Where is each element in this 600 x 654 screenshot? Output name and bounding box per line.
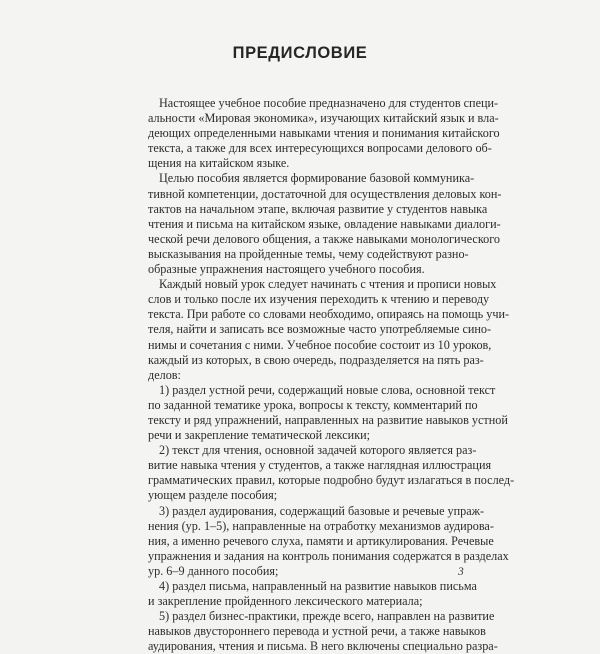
text-line: деющих определенными навыками чтения и понимания китайского [148, 126, 500, 141]
text-line: Целью пособия является формирование базовой коммуника- [159, 171, 475, 186]
text-line: тексту и ряд упражнений, направленных на развитие навыков устной [148, 412, 508, 427]
paragraph [148, 382, 508, 443]
paragraph [148, 443, 515, 503]
text-line: образные упражнения настоящего учебного пособия. [148, 262, 425, 277]
text-line: ческой речи делового общения, а также навыками монологического [148, 231, 501, 246]
text-line: 4) раздел письма, направленный на развитие навыков письма [159, 579, 477, 593]
text-line: чтения и письма на китайском языке, овладение навыками диалоги- [148, 216, 501, 231]
paragraph [148, 96, 500, 171]
page-title: ПРЕДИСЛОВИЕ [232, 44, 368, 62]
text-line: нимы и сочетания с ними. Учебное пособие состоит из 10 уроков, [148, 337, 492, 352]
text-line: 1) раздел устной речи, содержащий новые слова, основной текст [159, 382, 496, 397]
page-number: 3 [458, 566, 464, 578]
text-line: каждый из которых, в свою очередь, подразделяется на пять раз- [148, 352, 484, 367]
text-line: тактов на начальном этапе, включая развитие у студентов навыка [148, 201, 488, 216]
text-line: по заданной тематике урока, вопросы к тексту, комментарий по [148, 397, 478, 412]
text-line: ур. 6–9 данного пособия; [148, 563, 279, 578]
text-line: и закрепление пройденного лексического материала; [148, 594, 423, 609]
text-line: текста, а также для всех интересующихся вопросами делового об- [148, 141, 492, 156]
text-line: слов и только после их изучения переходить к чтению и переводу [148, 292, 490, 307]
text-line: 3) раздел аудирования, содержащий базовые и речевые упраж- [159, 503, 485, 518]
paragraph [148, 503, 509, 579]
text-line: витие навыка чтения у студентов, а также наглядная иллюстрация [148, 458, 492, 473]
text-line: делов: [148, 367, 181, 382]
text-line: речи и закрепление тематической лексики; [148, 428, 371, 443]
document-body [148, 96, 515, 654]
text-line: теля, найти и записать все возможные часто употребляемые сино- [148, 322, 492, 337]
text-line: 2) текст для чтения, основной задачей которого является раз- [159, 443, 477, 458]
text-line: тивной компетенции, достаточной для осуществления деловых кон- [148, 186, 502, 201]
text-line: навыков двустороннего перевода и устной речи, а также навыков [148, 624, 486, 639]
paragraph [148, 277, 510, 383]
text-line: 5) раздел бизнес-практики, прежде всего, направлен на развитие [159, 609, 495, 624]
text-line: Каждый новый урок следует начинать с чтения и прописи новых [159, 277, 497, 292]
paragraph [148, 579, 477, 609]
text-line: ующем разделе пособия; [148, 488, 278, 503]
text-line: грамматических правил, которые подробно будут излагаться в послед- [148, 473, 515, 488]
text-line: альности «Мировая экономика», изучающих китайский язык и вла- [148, 111, 499, 126]
text-line: высказывания на пройденные темы, чему содействуют разно- [148, 246, 469, 261]
text-line: Настоящее учебное пособие предназначено для студентов специ- [159, 96, 499, 110]
paragraph [148, 609, 498, 654]
text-line: текста. При работе со словами необходимо, опираясь на помощь учи- [148, 307, 510, 322]
text-line: нения (ур. 1–5), направленные на отработку механизмов аудирова- [148, 518, 494, 533]
text-line: аудирования, чтения и письма. В него включены специально разра- [148, 639, 498, 654]
text-line: ния, а именно речевого слуха, памяти и артикулирования. Речевые [148, 533, 494, 548]
text-line: щения на китайском языке. [148, 156, 290, 171]
text-line: упражнения и задания на контроль понимания содержатся в разделах [148, 548, 509, 563]
paragraph [148, 171, 502, 277]
